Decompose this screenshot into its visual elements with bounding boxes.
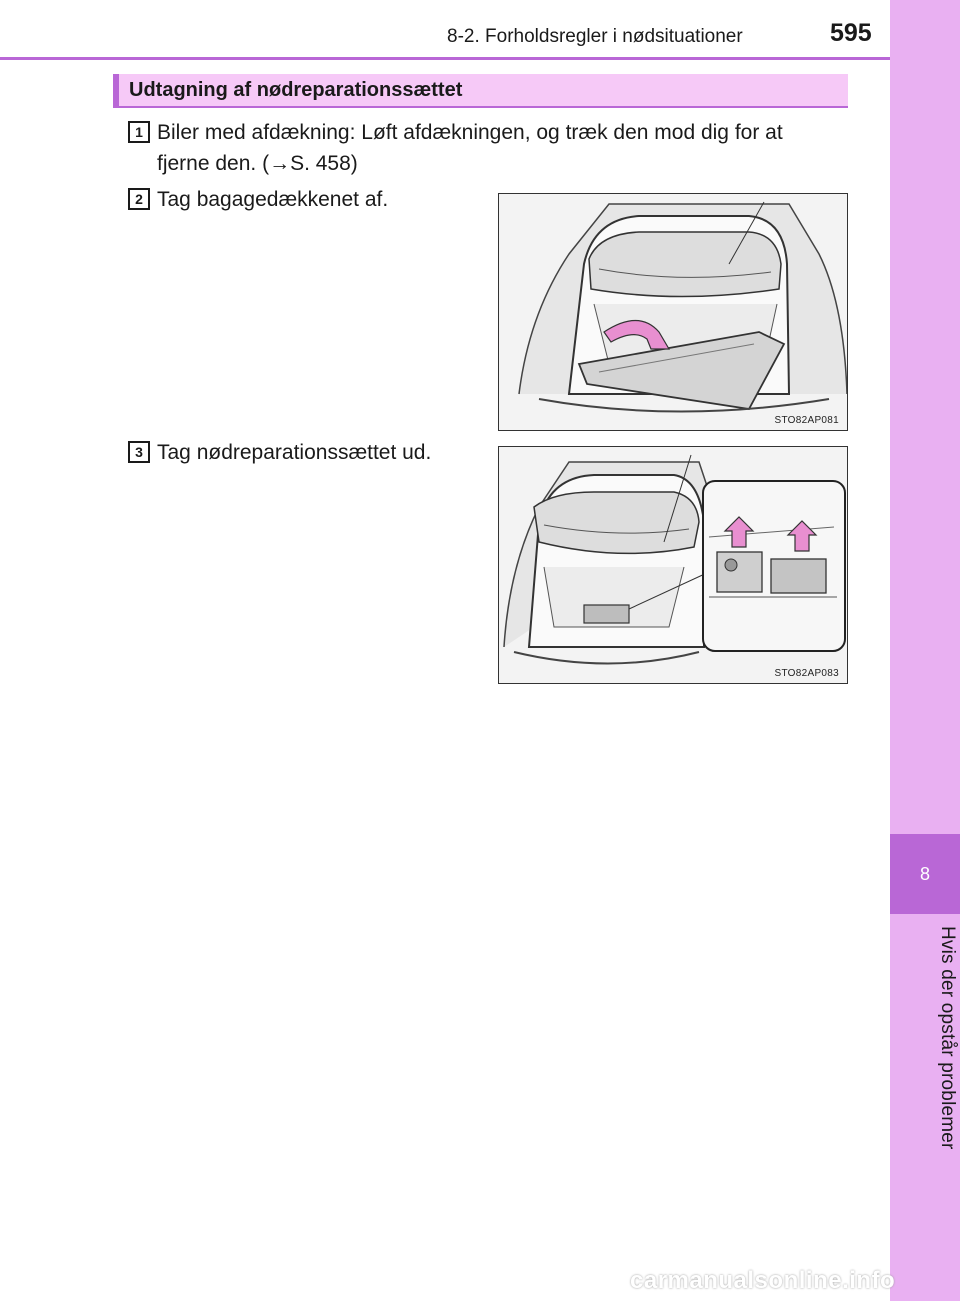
figure-code-1: STO82AP081 <box>774 415 839 426</box>
chapter-sidebar <box>890 0 960 1301</box>
step-1-line-1: Biler med afdækning: Løft afdækningen, og træk den mod dig for at <box>157 121 783 144</box>
header-divider <box>0 57 890 60</box>
heading-accent-bar <box>113 74 119 106</box>
figure-code-2: STO82AP083 <box>774 668 839 679</box>
step-1-number: 1 <box>128 121 150 143</box>
section-reference: 8-2. Forholdsregler i nødsituationer <box>447 26 743 47</box>
step-3-number: 3 <box>128 441 150 463</box>
watermark-text: carmanualsonline.info <box>630 1267 896 1294</box>
chapter-title-vertical: Hvis der opstår problemer <box>937 926 958 1150</box>
step-1-text <box>157 117 857 179</box>
step-2-number: 2 <box>128 188 150 210</box>
figure-remove-deck-board <box>498 193 848 431</box>
section-heading <box>113 74 848 108</box>
section-title: Udtagning af nødreparationssættet <box>129 78 463 101</box>
figure-remove-repair-kit <box>498 446 848 684</box>
car-trunk-illustration-1 <box>499 194 848 431</box>
page-number: 595 <box>830 19 872 47</box>
step-1-line-2: fjerne den. (→S. 458) <box>157 152 358 175</box>
car-trunk-illustration-2 <box>499 447 848 684</box>
chapter-number-tab[interactable] <box>890 834 960 914</box>
step-3-text: Tag nødreparationssættet ud. <box>157 441 432 464</box>
sidebar-top-tab <box>890 0 960 62</box>
step-2-text: Tag bagagedækkenet af. <box>157 188 389 211</box>
chapter-number: 8 <box>919 863 930 884</box>
